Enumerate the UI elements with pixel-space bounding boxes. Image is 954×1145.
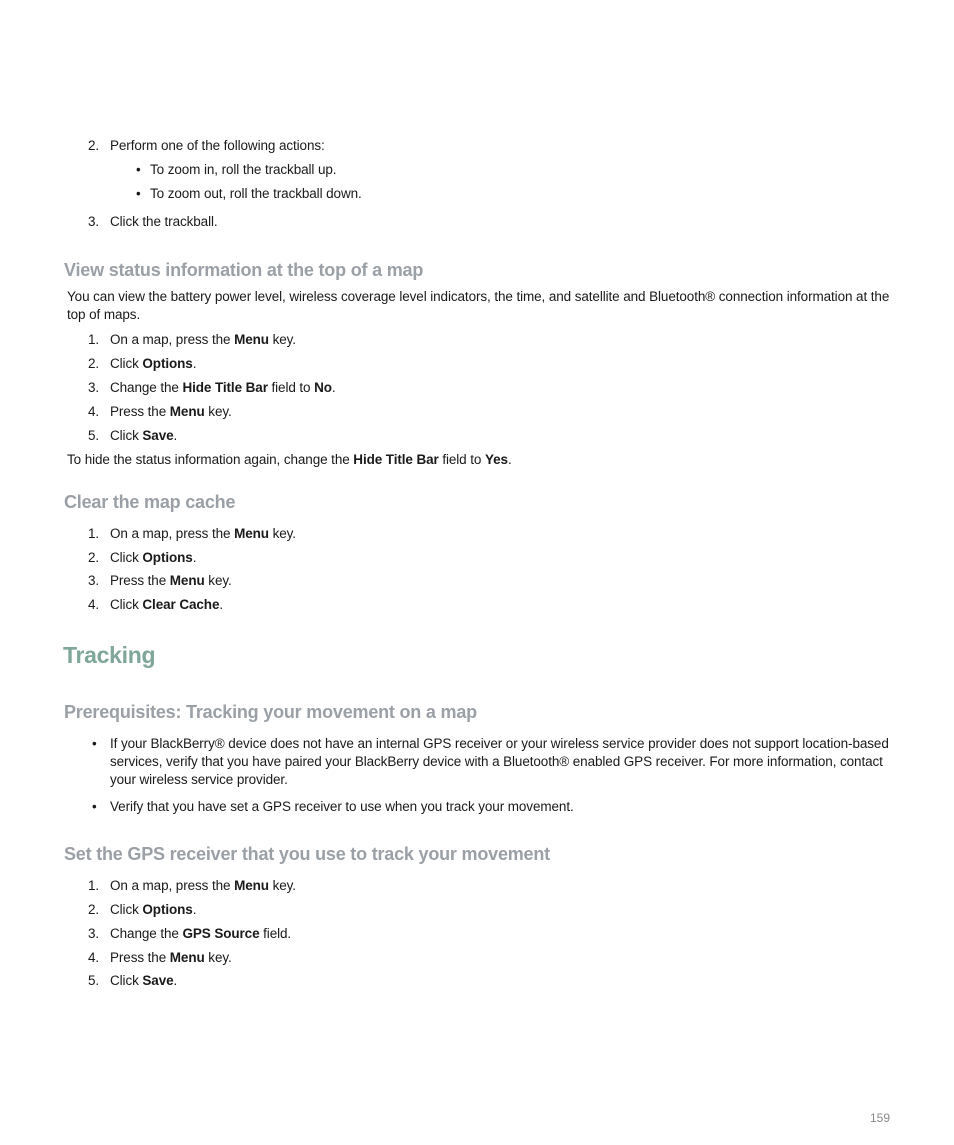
step-item: 4. Press the Menu key. [88,404,232,419]
section-heading: Prerequisites: Tracking your movement on a map [64,702,477,722]
step-item: 3. Click the trackball. [88,214,218,229]
bullet-item: • To zoom out, roll the trackball down. [136,186,362,201]
chapter-title: Tracking [63,642,156,668]
section-heading: Clear the map cache [64,492,236,512]
page-number: 159 [869,1111,890,1125]
section-heading: Set the GPS receiver that you use to track your movement [64,844,550,864]
step-item: 3. Press the Menu key. [88,573,232,588]
step-item: 2. Click Options. [88,902,197,917]
step-item: 5. Click Save. [88,428,178,443]
step-item: 1. On a map, press the Menu key. [88,332,296,347]
bullet-item: • To zoom in, roll the trackball up. [136,162,337,177]
section-intro: You can view the battery power level, wireless coverage level indicators, the time, and satellite and Bluetooth® connection information at the top of maps. [67,289,890,322]
step-item: 2. Click Options. [88,550,197,565]
step-item: 2. Click Options. [88,356,197,371]
step-item: 1. On a map, press the Menu key. [88,878,296,893]
bullet-item: • If your BlackBerry® device does not have an internal GPS receiver or your wireless service provider does not support location-based services, verify that you have paired your BlackBerry device with a Bluetooth® enabled GPS receiver. For more information, contact your wireless service provider. [92,736,889,787]
section-note: To hide the status information again, change the Hide Title Bar field to Yes. [67,452,512,467]
step-item: 4. Click Clear Cache. [88,597,224,612]
section-heading: View status information at the top of a map [64,260,424,280]
step-item: 5. Click Save. [88,973,178,988]
step-item: 3. Change the GPS Source field. [88,926,292,941]
step-item: 2. Perform one of the following actions: [88,138,325,153]
bullet-item: • Verify that you have set a GPS receiver to use when you track your movement. [92,799,574,814]
step-item: 3. Change the Hide Title Bar field to No. [88,380,336,395]
step-item: 4. Press the Menu key. [88,950,232,965]
step-item: 1. On a map, press the Menu key. [88,526,296,541]
